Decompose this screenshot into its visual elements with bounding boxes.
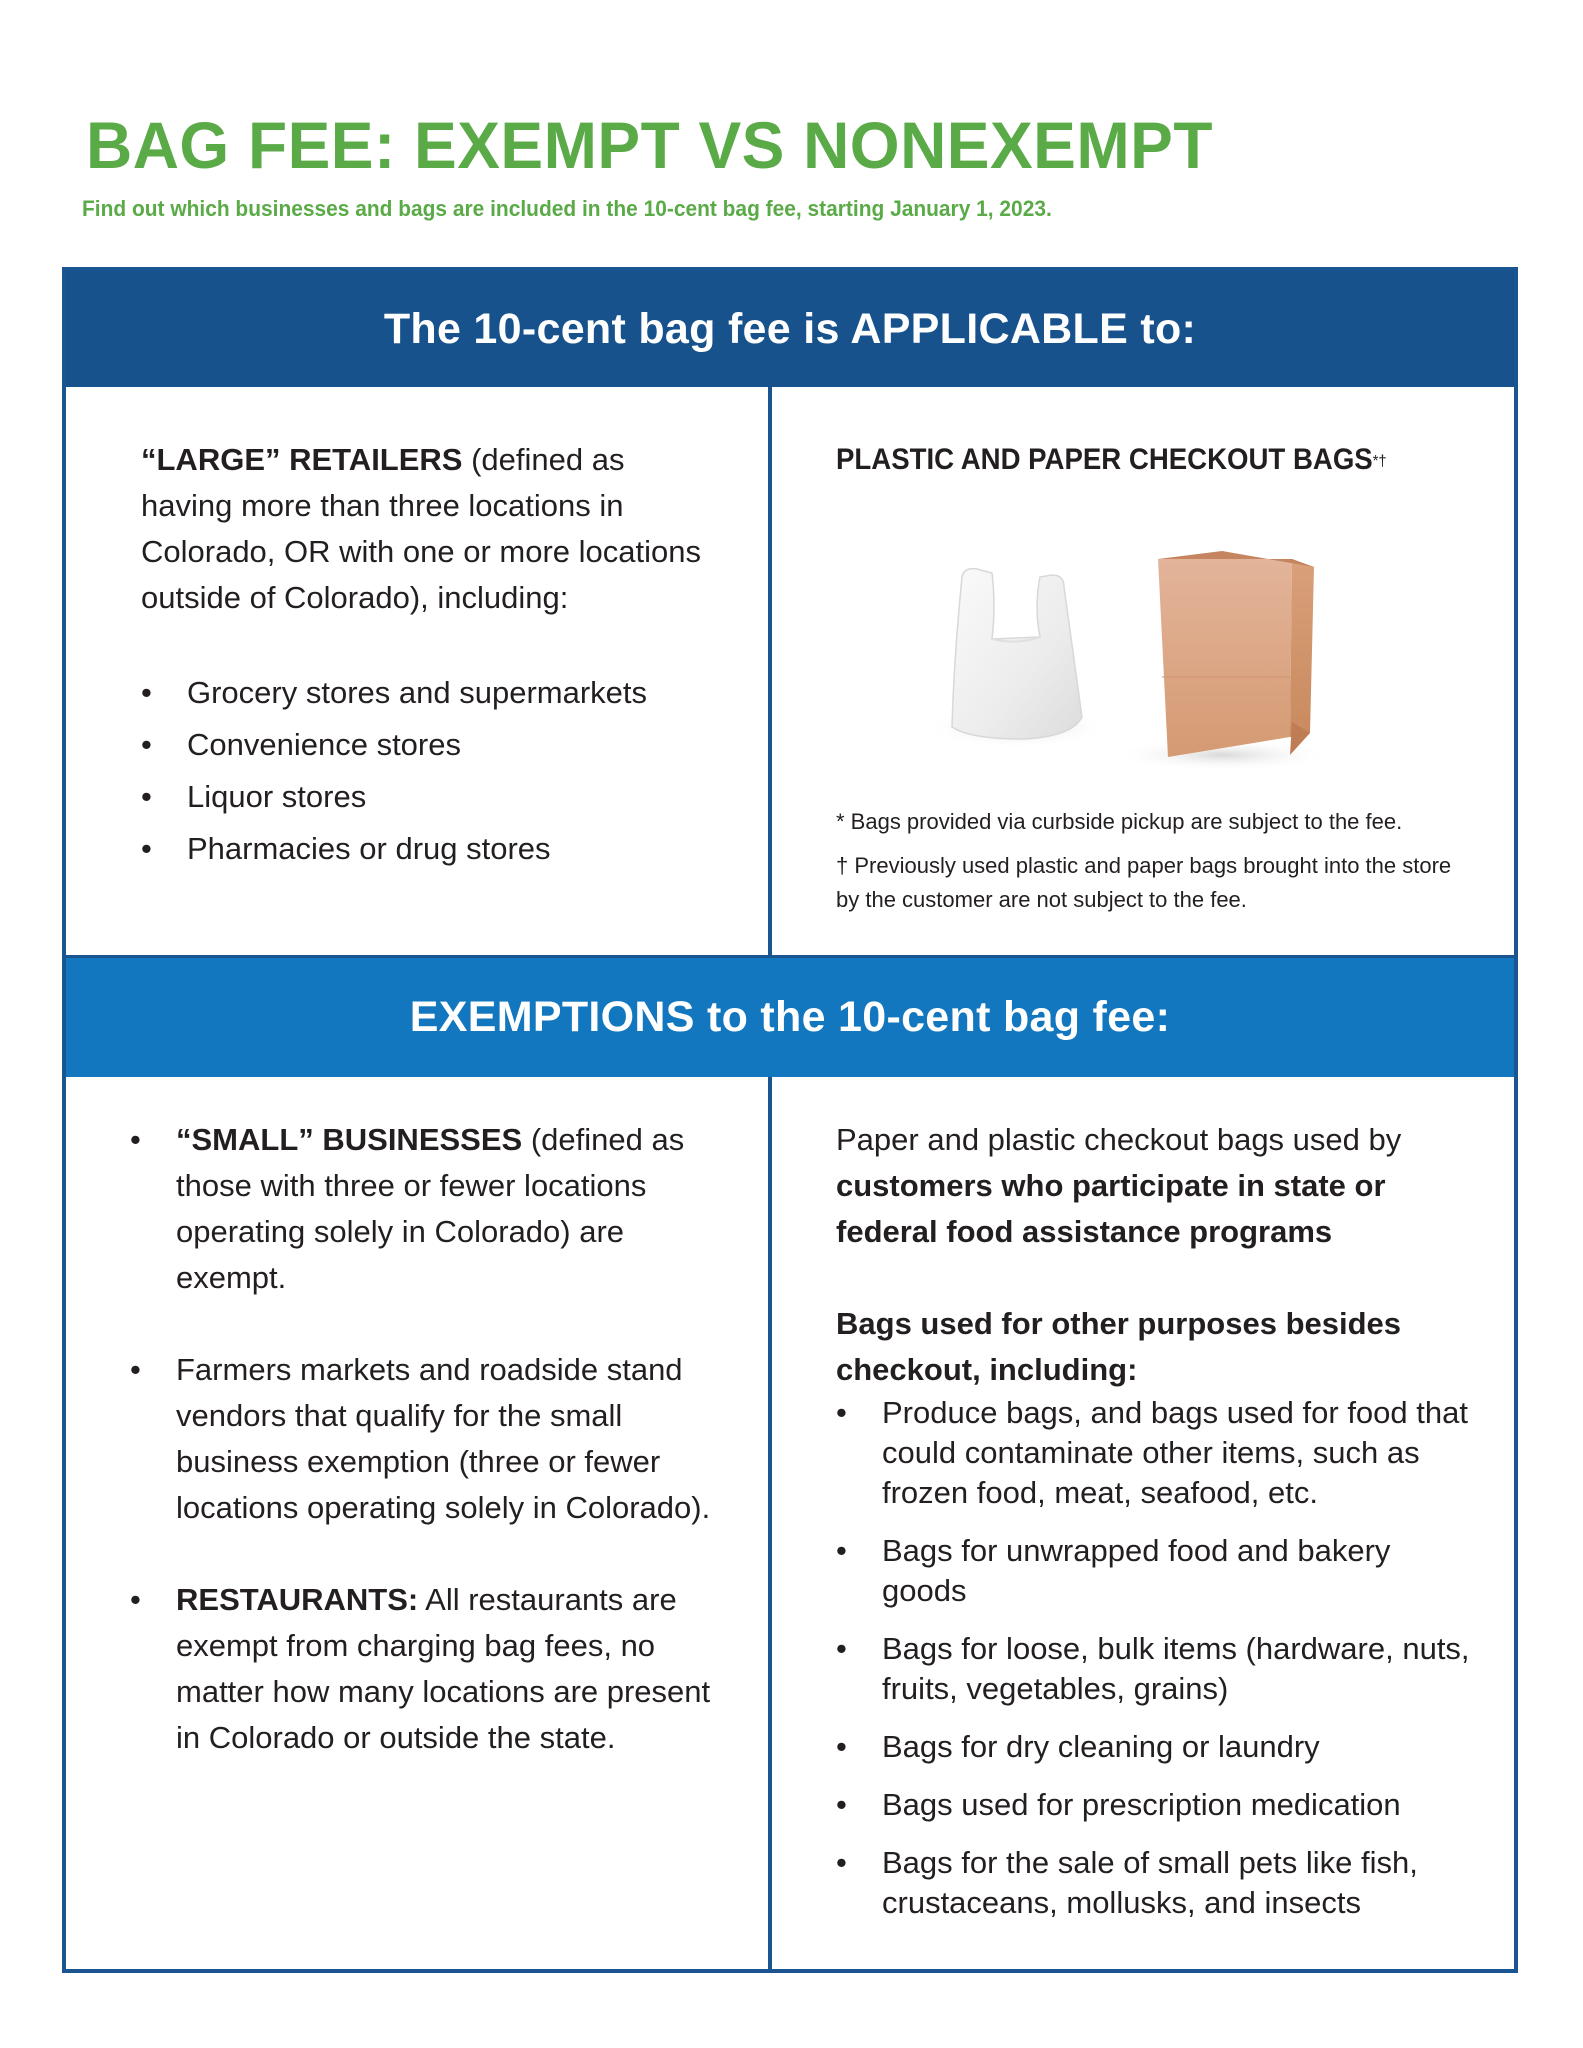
- bullet-icon: •: [141, 779, 152, 814]
- list-item: • “SMALL” BUSINESSES (defined as those with three or fewer locations operating solely in Colorado) are exempt.: [130, 1117, 730, 1301]
- bullet-icon: •: [836, 1395, 847, 1430]
- bullet-icon: •: [836, 1533, 847, 1568]
- list-item: • Liquor stores: [141, 771, 741, 823]
- list-item: • RESTAURANTS: All restaurants are exempt from charging bag fees, no matter how many locations are present in Colorado or outside the state.: [130, 1577, 730, 1761]
- list-item: • Bags for dry cleaning or laundry: [836, 1727, 1476, 1767]
- applicable-retailers-cell: [66, 387, 768, 955]
- food-assistance-exemption: Paper and plastic checkout bags used by customers who participate in state or federal food assistance programs: [836, 1122, 1402, 1249]
- other-purpose-bag-list: [836, 1393, 1476, 1923]
- footnote-curbside: * Bags provided via curbside pickup are subject to the fee.: [836, 809, 1403, 834]
- applicable-band: [66, 271, 1514, 387]
- bullet-icon: •: [141, 831, 152, 866]
- bullet-icon: •: [130, 1122, 141, 1157]
- bullet-icon: •: [836, 1729, 847, 1764]
- list-item: • Grocery stores and supermarkets: [141, 667, 741, 719]
- exemptions-band: [66, 955, 1514, 1077]
- bullet-icon: •: [836, 1845, 847, 1880]
- list-item: • Convenience stores: [141, 719, 741, 771]
- list-item: • Produce bags, and bags used for food that could contaminate other items, such as frozen food, meat, seafood, etc.: [836, 1395, 1468, 1510]
- large-retailers-label: “LARGE” RETAILERS: [141, 442, 463, 477]
- list-item: • Pharmacies or drug stores: [141, 823, 741, 875]
- list-item: • Bags for the sale of small pets like fish, crustaceans, mollusks, and insects: [836, 1845, 1418, 1920]
- exempt-business-list: [130, 1117, 730, 1807]
- bag-fee-table: [62, 267, 1518, 1973]
- applicable-bags-cell: [772, 387, 1514, 955]
- footnotes: [836, 805, 1456, 917]
- bags-image: [922, 527, 1342, 777]
- exempt-bags-cell: [772, 1077, 1514, 1973]
- footnote-reused-bags: † Previously used plastic and paper bags brought into the store by the customer are not subject to the fee.: [836, 853, 1452, 912]
- list-item: • Bags for loose, bulk items (hardware, nuts, fruits, vegetables, grains): [836, 1631, 1470, 1706]
- other-purposes-heading: Bags used for other purposes besides checkout, including:: [836, 1306, 1402, 1387]
- bullet-icon: •: [836, 1787, 847, 1822]
- footnote-marks: *†: [1372, 453, 1387, 470]
- exempt-businesses-cell: [66, 1077, 768, 1973]
- page-subtitle: Find out which businesses and bags are included in the 10-cent bag fee, starting January 1, 2023.: [82, 196, 1052, 221]
- list-item: • Bags used for prescription medication: [836, 1785, 1476, 1825]
- bullet-icon: •: [836, 1631, 847, 1666]
- large-retailers-definition: [141, 437, 701, 621]
- bullet-icon: •: [130, 1582, 141, 1617]
- checkout-bags-heading: PLASTIC AND PAPER CHECKOUT BAGS*†: [836, 443, 1387, 476]
- retailer-type-list: [141, 667, 741, 875]
- bullet-icon: •: [141, 727, 152, 762]
- list-item: • Bags for unwrapped food and bakery goods: [836, 1533, 1391, 1608]
- bags-illustration: [922, 527, 1342, 777]
- plastic-bag-icon: [927, 569, 1107, 749]
- page-title: BAG FEE: EXEMPT VS NONEXEMPT: [86, 108, 1213, 182]
- exemptions-band-title: EXEMPTIONS to the 10-cent bag fee:: [409, 993, 1171, 1041]
- large-retailers-text: (defined as having more than three locations in Colorado, OR with one or more locations outside of Colorado), including:: [141, 442, 701, 615]
- paper-bag-icon: [1112, 551, 1332, 771]
- bullet-icon: •: [141, 675, 152, 710]
- bullet-icon: •: [130, 1352, 141, 1387]
- exempt-bags-content: [836, 1117, 1476, 1941]
- applicable-band-title: The 10-cent bag fee is APPLICABLE to:: [383, 304, 1197, 353]
- list-item: • Farmers markets and roadside stand vendors that qualify for the small business exemption (three or fewer locations operating solely in Colorado).: [130, 1347, 730, 1531]
